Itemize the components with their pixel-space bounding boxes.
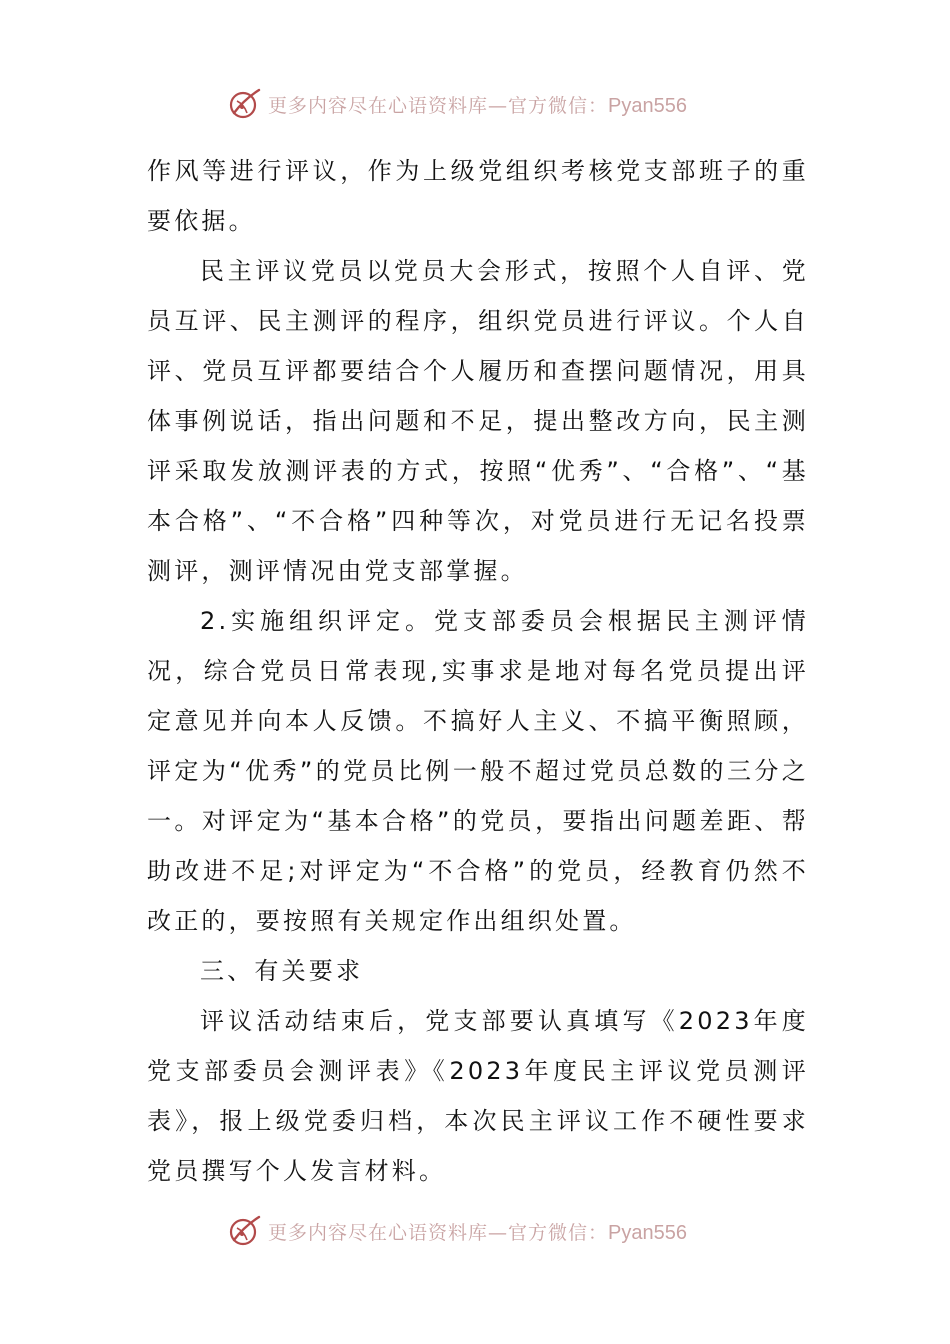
watermark-separator: — — [488, 94, 509, 117]
pen-logo-icon — [228, 87, 262, 121]
watermark-text: 更多内容尽在心语资料库 — [268, 1221, 489, 1244]
paragraph-requirements: 评议活动结束后，党支部要认真填写《2023年度党支部委员会测评表》《2023年度民主评议党员测评表》，报上级党委归档，本次民主评议工作不硬性要求党员撰写个人发言材料。 — [147, 1007, 809, 1185]
watermark-wechat-id: Pyan556 — [608, 94, 687, 117]
watermark-wechat-id: Pyan556 — [608, 1221, 687, 1244]
watermark-separator: — — [488, 1221, 509, 1244]
watermark-text: 更多内容尽在心语资料库 — [268, 94, 489, 117]
footer-watermark — [228, 1211, 748, 1251]
pen-logo-icon — [228, 1214, 262, 1248]
watermark-label: 官方微信： — [508, 1221, 609, 1244]
section-heading-requirements: 三、有关要求 — [200, 957, 364, 985]
paragraph-democratic-review: 民主评议党员以党员大会形式，按照个人自评、党员互评、民主测评的程序，组织党员进行评议。个人自评、党员互评都要结合个人履历和查摆问题情况，用具体事例说话，指出问题和不足，提出整改方向，民主测评采取发放测评表的方式，按照“优秀”、“合格”、“基本合格”、“不合格”四种等次，对党员进行无记名投票测评，测评情况由党支部掌握。 — [147, 257, 809, 585]
header-watermark — [228, 84, 748, 124]
paragraph-organization-assessment: 2.实施组织评定。党支部委员会根据民主测评情况，综合党员日常表现,实事求是地对每名党员提出评定意见并向本人反馈。不搞好人主义、不搞平衡照顾，评定为“优秀”的党员比例一般不超过党员总数的三分之一。对评定为“基本合格”的党员，要指出问题差距、帮助改进不足;对评定为“不合格”的党员，经教育仍然不改正的，要按照有关规定作出组织处置。 — [147, 607, 809, 935]
paragraph-continuation: 作风等进行评议，作为上级党组织考核党支部班子的重要依据。 — [147, 157, 809, 235]
watermark-label: 官方微信： — [508, 94, 609, 117]
document-body — [147, 146, 809, 1196]
